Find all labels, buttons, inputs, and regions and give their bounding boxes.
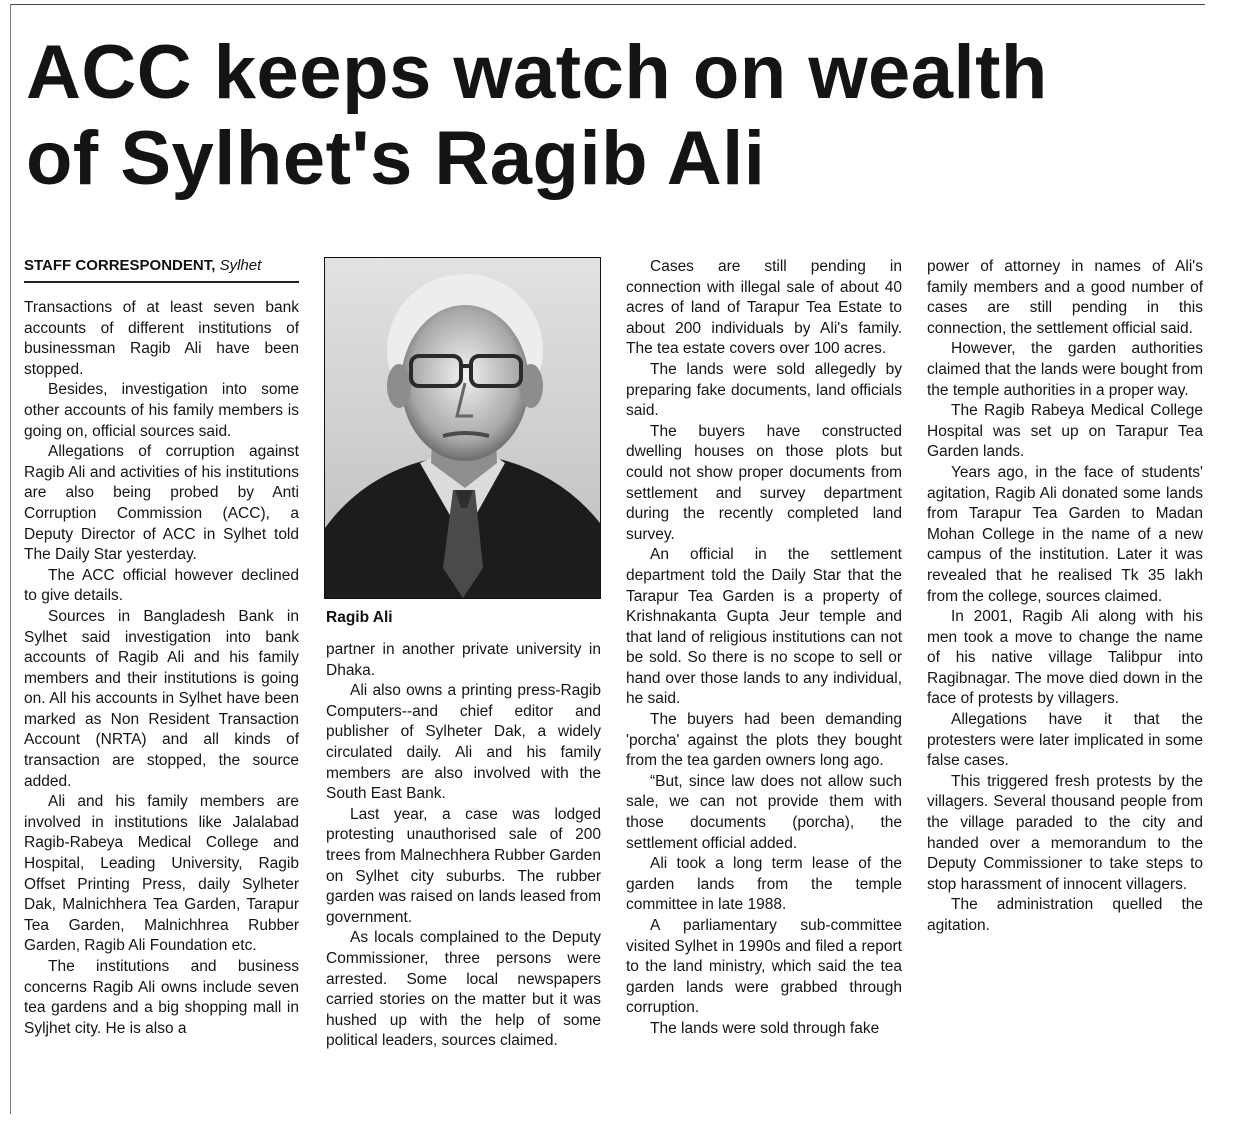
headline bbox=[26, 30, 1216, 202]
top-rule bbox=[10, 4, 1205, 5]
paragraph: Allegations have it that the protesters were later implicated in some false cases. bbox=[927, 711, 1203, 770]
paragraph: The institutions and business concerns Ragib Ali owns include seven tea gardens and a big shopping mall in Syljhet city. He is also a bbox=[24, 958, 299, 1037]
paragraph: This triggered fresh protests by the villagers. Several thousand people from the village paraded to the city and handed over a memorandum to the Deputy Commissioner to take steps to stop harassment of innocent villagers. bbox=[927, 772, 1203, 893]
photo-caption: Ragib Ali bbox=[326, 609, 393, 626]
paragraph: As locals complained to the Deputy Commissioner, three persons were arrested. Some local newspapers carried stories on the matter but it was hushed up with the help of some political leaders, sources claimed. bbox=[326, 929, 601, 1050]
byline-author: STAFF CORRESPONDENT, bbox=[24, 257, 216, 274]
paragraph: The lands were sold allegedly by preparing fake documents, land officials said. bbox=[626, 360, 902, 420]
paragraph: However, the garden authorities claimed that the lands were bought from the temple authorities in a proper way. bbox=[927, 340, 1203, 399]
article-column-4 bbox=[927, 257, 1203, 937]
paragraph: Ali and his family members are involved in institutions like Jalalabad Ragib-Rabeya Medical College and Hospital, Leading University, Ragib Offset Printing Press, daily Sylheter Dak, Malnichhera Tea Garden, Tarapur Tea Garden, Malnichhrea Rubber Garden, Ragib Ali Foundation etc. bbox=[24, 793, 299, 955]
byline-location: Sylhet bbox=[219, 257, 262, 274]
paragraph: The Ragib Rabeya Medical College Hospital was set up on Tarapur Tea Garden lands. bbox=[927, 402, 1203, 461]
portrait-photo bbox=[324, 257, 601, 599]
paragraph: An official in the settlement department told the Daily Star that the Tarapur Tea Garden is a property of Krishnakanta Gupta Jeur temple and that land of religious institutions can not be sold. So there is no scope to sell or hand over those lands to any individual, he said. bbox=[626, 546, 902, 708]
article-column-1 bbox=[24, 298, 299, 1039]
portrait-image bbox=[325, 258, 600, 598]
paragraph: The ACC official however declined to give details. bbox=[24, 566, 299, 605]
paragraph: Sources in Bangladesh Bank in Sylhet said investigation into bank accounts of Ragib Ali and his family members and their institutions is going on. All his accounts in Sylhet have been marked as Non Resident Transaction Account (NRTA) and all kinds of transaction are stopped, the source added. bbox=[24, 607, 299, 790]
paragraph: Years ago, in the face of students' agitation, Ragib Ali donated some lands from Tarapur Tea Garden to Madan Mohan College in the name of a new campus of the institution. Later it was revealed that he realised Tk 35 lakh from the college, sources claimed. bbox=[927, 463, 1203, 605]
paragraph: Cases are still pending in connection with illegal sale of about 40 acres of land of Tarapur Tea Estate to about 200 individuals by Ali's family. The tea estate covers over 100 acres. bbox=[626, 258, 902, 358]
paragraph: power of attorney in names of Ali's family members and a good number of cases are still pending in this connection, the settlement official said. bbox=[927, 258, 1203, 337]
article-column-3 bbox=[626, 257, 902, 1040]
headline-line-2: of Sylhet's Ragib Ali bbox=[26, 116, 766, 201]
paragraph: Ali also owns a printing press-Ragib Computers--and chief editor and publisher of Sylheter Dak, a widely circulated daily. Ali and his family members are also involved with the South East Bank. bbox=[326, 682, 601, 803]
paragraph: The lands were sold through fake bbox=[650, 1019, 880, 1037]
paragraph: Last year, a case was lodged protesting unauthorised sale of 200 trees from Malnechhera Rubber Garden on Sylhet city suburbs. The rubber garden was raised on lands leased from government. bbox=[326, 805, 601, 926]
paragraph: partner in another private university in Dhaka. bbox=[326, 641, 601, 679]
paragraph: The buyers have constructed dwelling houses on those plots but could not show proper documents from settlement and survey department during the recently completed land survey. bbox=[626, 422, 902, 543]
paragraph: Besides, investigation into some other accounts of his family members is going on, official sources said. bbox=[24, 381, 299, 440]
paragraph: Transactions of at least seven bank accounts of different institutions of businessman Ragib Ali have been stopped. bbox=[24, 299, 299, 378]
byline bbox=[24, 257, 299, 283]
paragraph: The buyers had been demanding 'porcha' against the plots they bought from the tea garden owners long ago. bbox=[626, 711, 902, 770]
paragraph: Ali took a long term lease of the garden lands from the temple committee in late 1988. bbox=[626, 855, 902, 914]
paragraph: “But, since law does not allow such sale, we can not provide them with those documents (porcha), the settlement official added. bbox=[626, 772, 902, 852]
left-rule bbox=[10, 4, 11, 1114]
paragraph: The administration quelled the agitation. bbox=[927, 896, 1203, 934]
headline-line-1: ACC keeps watch on wealth bbox=[26, 30, 1048, 115]
paragraph: In 2001, Ragib Ali along with his men took a move to change the name of his native village Talibpur into Ragibnagar. The move died down in the face of protests by villagers. bbox=[927, 608, 1203, 708]
paragraph: A parliamentary sub-committee visited Sylhet in 1990s and filed a report to the land ministry, which said the tea garden lands were grabbed through corruption. bbox=[626, 917, 902, 1017]
paragraph: Allegations of corruption against Ragib Ali and activities of his institutions are also being probed by Anti Corruption Commission (ACC), a Deputy Director of ACC in Sylhet told The Daily Star yesterday. bbox=[24, 443, 299, 564]
article-column-2 bbox=[326, 640, 601, 1052]
